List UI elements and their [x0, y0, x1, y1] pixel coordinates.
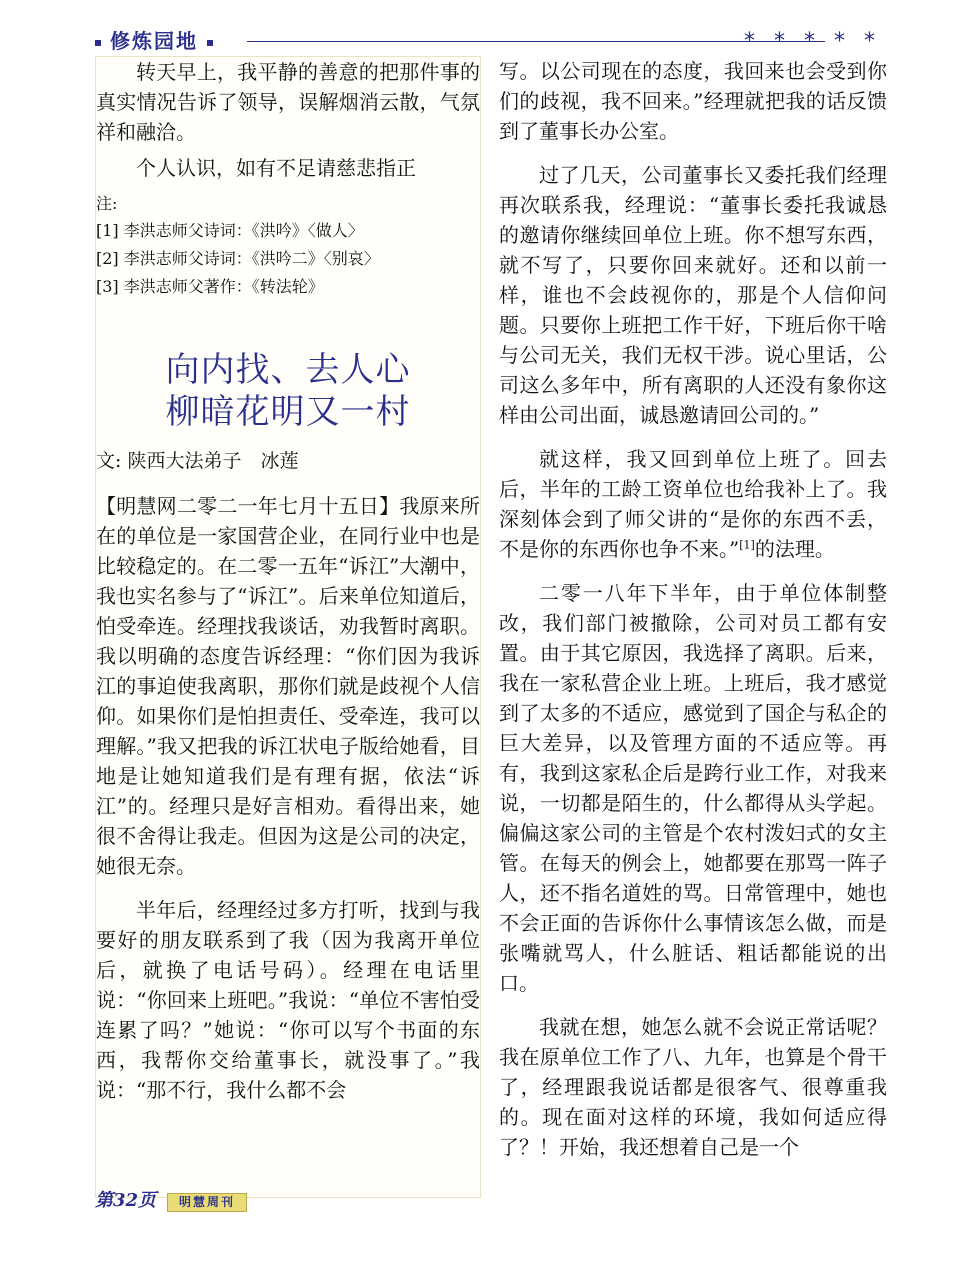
paragraph: 过了几天，公司董事长又委托我们经理再次联系我，经理说：“董事长委托我诚恳的邀请你继续回单位上班。你不想写东西，就不写了，只要你回来就好。还和以前一样，谁也不会歧视你的，那是个人信仰问题。只要你上班把工作干好，下班后你干啥与公司无关，我们无权干涉。说心里话，公司这么多年中，所有离职的人还没有象你这样由公司出面，诚恳邀请回公司的。”	[499, 163, 887, 427]
notes-label: 注:	[96, 194, 118, 213]
right-column	[499, 56, 887, 1206]
section-title-text: 修炼园地	[109, 29, 198, 53]
footnote-ref: [1]	[739, 538, 755, 552]
paragraph: 【明慧网二零二一年七月十五日】我原来所在的单位是一家国营企业，在同行业中也是比较稳定的。在二零一五年“诉江”大潮中，我也实名参与了“诉江”。后来单位知道后，怕受牵连。经理找我谈话，劝我暂时离职。我以明确的态度告诉经理：“你们因为我诉江的事迫使我离职，那你们就是歧视个人信仰。如果你们是怕担责任、受牵连，我可以理解。”我又把我的诉江状电子版给她看，目地是让她知道我们是有理有据，依法“诉江”的。经理只是好言相劝。看得出来，她很不舍得让我走。但因为这是公司的决定，她很无奈。	[96, 494, 480, 878]
paragraph: 我就在想，她怎么就不会说正常话呢？我在原单位工作了八、九年，也算是个骨干了，经理跟我说话都是很客气、很尊重我的。现在面对这样的环境，我如何适应得了？！开始，我还想着自己是一个	[499, 1015, 887, 1159]
note-item: [1] 李洪志师父诗词：《洪吟》〈做人〉	[96, 221, 364, 240]
paragraph: 二零一八年下半年，由于单位体制整改，我们部门被撤除，公司对员工都有安置。由于其它原因，我选择了离职。后来，我在一家私营企业上班。上班后，我才感觉到了太多的不适应，感觉到了国企与私企的巨大差异，以及管理方面的不适应等。再有，我到这家私企后是跨行业工作，对我来说，一切都是陌生的，什么都得从头学起。偏偏这家公司的主管是个农村泼妇式的女主管。在每天的例会上，她都要在那骂一阵子人，还不指名道姓的骂。日常管理中，她也不会正面的告诉你什么事情该怎么做，而是张嘴就骂人，什么脏话、粗话都能说的出口。	[499, 581, 887, 995]
byline: 文: 陕西大法弟子 冰莲	[96, 450, 299, 472]
left-column	[95, 56, 481, 1198]
square-bullet-icon	[95, 40, 101, 46]
paragraph	[499, 444, 887, 564]
paragraph: 写。以公司现在的态度，我回来也会受到你们的歧视，我不回来。”经理就把我的话反馈到了董事长办公室。	[499, 59, 887, 143]
note-item: [3] 李洪志师父著作：《转法轮》	[96, 277, 324, 296]
note-item: [2] 李洪志师父诗词：《洪吟二》〈别哀〉	[96, 249, 380, 268]
article-title	[96, 349, 480, 433]
paragraph: 转天早上，我平静的善意的把那件事的真实情况告诉了领导，误解烟消云散，气氛祥和融洽。	[96, 60, 480, 144]
paragraph-text: 就这样，我又回到单位上班了。回去后，半年的工龄工资单位也给我补上了。我深刻体会到了师父讲的“是你的东西不丢，不是你的东西你也争不来。”	[499, 447, 887, 561]
header-rule	[247, 41, 825, 42]
section-title	[95, 28, 213, 54]
magazine-tag: 明慧周刊	[167, 1193, 247, 1212]
page-number: 第32页	[95, 1190, 157, 1211]
paragraph: 半年后，经理经过多方打听，找到与我要好的朋友联系到了我（因为我离开单位后，就换了电话号码）。经理在电话里说：“你回来上班吧。”我说：“单位不害怕受连累了吗？”她说：“你可以写个书面的东西，我帮你交给董事长，就没事了。”我说：“那不行，我什么都不会	[96, 898, 480, 1102]
header-stars: * * * * *	[744, 29, 881, 54]
article-title-line: 向内找、去人心	[165, 350, 411, 390]
paragraph: 个人认识，如有不足请慈悲指正	[136, 156, 416, 180]
page-header	[95, 28, 885, 58]
article-title-line: 柳暗花明又一村	[165, 392, 411, 432]
square-bullet-icon	[207, 40, 213, 46]
notes-section	[96, 191, 480, 301]
paragraph-text: 的法理。	[754, 537, 835, 561]
